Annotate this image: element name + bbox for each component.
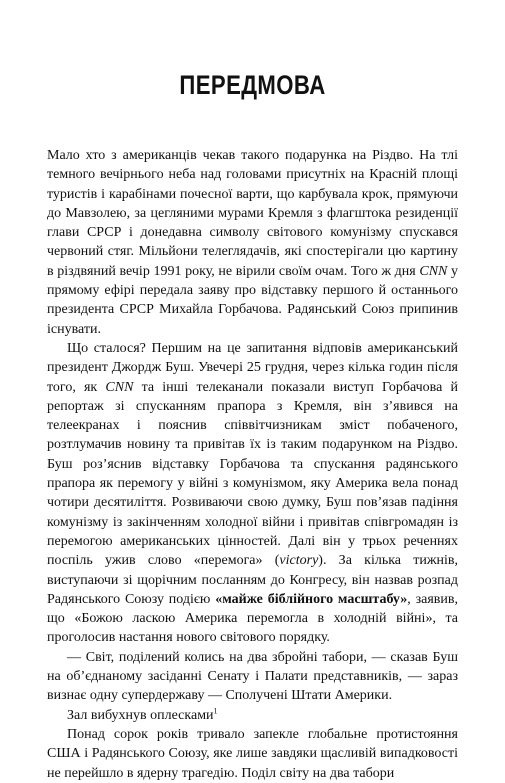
italic-term: victory	[279, 553, 319, 569]
chapter-title: ПЕРЕДМОВА	[179, 70, 326, 100]
italic-term: CNN	[105, 379, 134, 395]
text-segment: Понад сорок років тривало запекле глобальне протистояння США і Радянського Союзу, яке лише завдяки щасливій випадковості не перейшло в ядерну трагедію. Поділ світу на два табори	[47, 726, 458, 781]
text-segment: Зал вибухнув оплесками	[67, 707, 214, 723]
footnote-ref: 1	[213, 705, 218, 715]
text-segment: та інші телеканали показали виступ Горбачова й репортаж зі спусканням прапора з Кремля, він з’явився на телеекранах і пояснив співвітчизникам зміст побаченого, розтлумачив новину та привітав їх із таким подарунком на Різдво. Буш роз’яснив відставку Горбачова та спускання радянського прапора як перемогу у війні з комунізмом, яку Америка вела понад чотири десятиліття. Розвиваючи свою думку, Буш пов’язав падіння комунізму із закінченням холодної війни і привітав співгромадян із перемогою американських цінностей. Далі він у трьох реченнях поспіль ужив слово «перемога» (	[47, 379, 458, 569]
paragraph-1	[47, 146, 458, 339]
italic-term: CNN	[419, 263, 448, 279]
text-segment: , заявив, що «Божою ласкою Америка перемогла в холодній війні», та проголосив настання нового світового порядку.	[47, 591, 458, 646]
text-segment: Мало хто з американців чекав такого подарунка на Різдво. На тлі темного вечірнього неба над головами присутніх на Красній площі туристів і карабінами почесної варти, що карбувала крок, прямуючи до Мавзолею, за цегляними мурами Кремля з флагштока резиденції глави СРСР і донедавна символу світового комунізму спускався червоний стяг. Мільйони телеглядачів, які спостерігали цю картину в різдвяний вечір 1991 року, не вірили своїм очам. Того ж дня	[47, 148, 458, 279]
text-segment: ). За кілька тижнів, виступаючи зі щорічним посланням до Конгресу, він назвав розпад Радянського Союзу подією	[47, 553, 459, 607]
bold-quote: «майже біблійного масштабу»	[215, 591, 408, 607]
paragraph-2	[47, 339, 458, 648]
paragraph-5	[47, 725, 458, 783]
paragraph-3	[47, 648, 458, 706]
body-text	[47, 146, 458, 783]
paragraph-4	[47, 706, 458, 725]
text-segment: — Світ, поділений колись на два збройні табори, — сказав Буш на об’єднаному засіданні Сенату і Палати представників, — зараз визнає одну супердержаву — Сполучені Штати Америки.	[47, 649, 458, 704]
text-segment: у прямому ефірі передала заяву про відставку першого й останнього президента СРСР Михайла Горбачова. Радянський Союз припинив існувати.	[47, 263, 459, 337]
text-segment: Що сталося? Першим на це запитання відповів американський президент Джордж Буш. Увечері 25 грудня, через кілька годин після того, як	[47, 340, 458, 395]
